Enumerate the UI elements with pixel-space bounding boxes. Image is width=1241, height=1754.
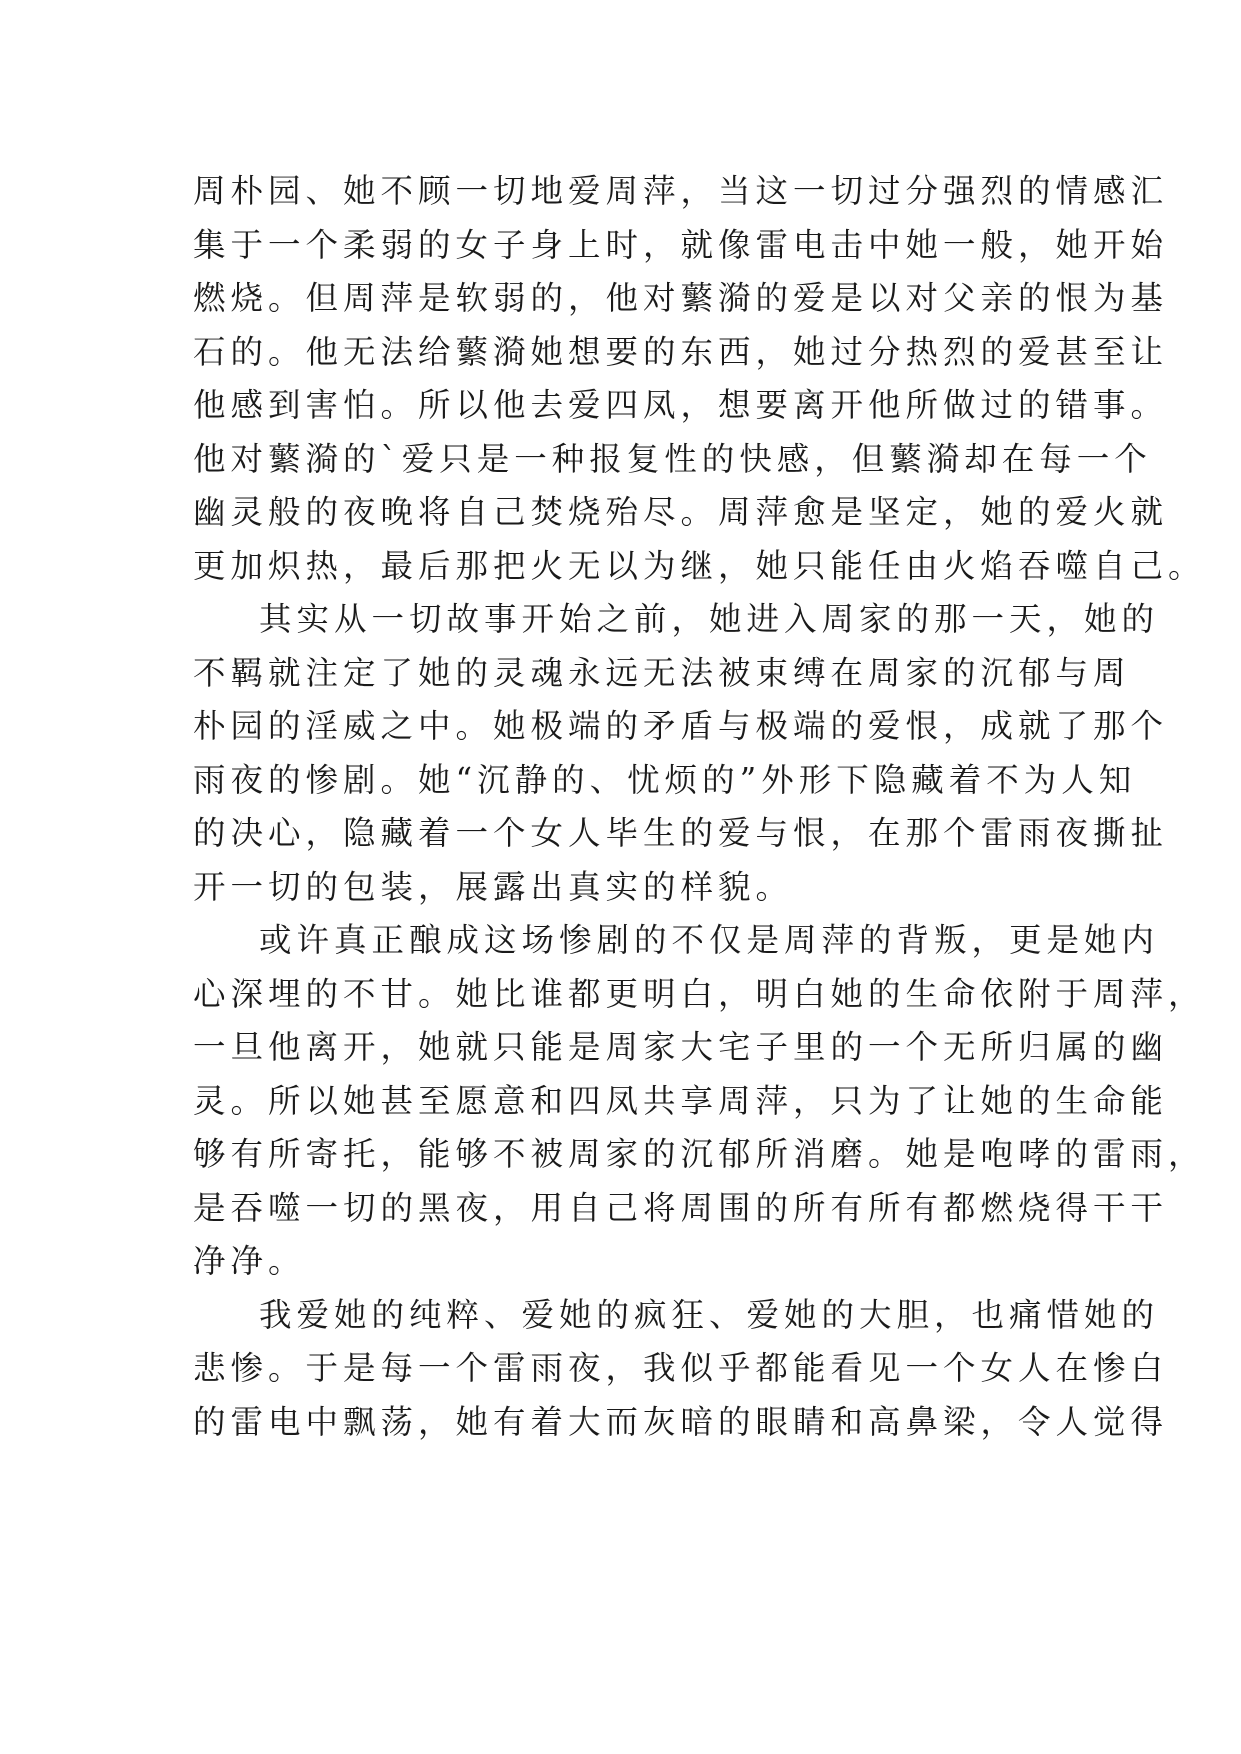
text-line: 开一切的包装，展露出真实的样貌。: [193, 867, 794, 906]
text-line: 净净。: [193, 1242, 306, 1280]
text-line: 的雷电中飘荡，她有着大而灰暗的眼睛和高鼻梁，令人觉得: [193, 1402, 1169, 1441]
text-line: 的决心，隐藏着一个女人毕生的爱与恨，在那个雷雨夜撕扯: [193, 814, 1169, 852]
text-line: 更加炽热，最后那把火无以为继，她只能任由火焰吞噬自己。: [193, 546, 1206, 585]
paragraph-start-line: 我爱她的纯粹、爱她的疯狂、爱她的大胆，也痛惜她的: [259, 1295, 1160, 1334]
text-line: 心深埋的不甘。她比谁都更明白，明白她的生命依附于周萍，: [193, 974, 1206, 1013]
text-line: 灵。所以她甚至愿意和四凤共享周萍，只为了让她的生命能: [193, 1081, 1169, 1120]
text-line: 集于一个柔弱的女子身上时，就像雷电击中她一般，她开始: [193, 225, 1169, 264]
text-line: 够有所寄托，能够不被周家的沉郁所消磨。她是咆哮的雷雨，: [193, 1135, 1206, 1173]
body-text: [193, 165, 1206, 1449]
text-line: 燃烧。但周萍是软弱的，他对蘩漪的爱是以对父亲的恨为基: [193, 279, 1169, 317]
text-line: 朴园的淫威之中。她极端的矛盾与极端的爱恨，成就了那个: [193, 707, 1169, 745]
paragraph-start-line: 其实从一切故事开始之前，她进入周家的那一天，她的: [259, 600, 1160, 638]
text-line: 石的。他无法给蘩漪她想要的东西，她过分热烈的爱甚至让: [193, 332, 1169, 371]
text-line: 周朴园、她不顾一切地爱周萍，当这一切过分强烈的情感汇: [193, 172, 1169, 210]
text-line: 是吞噬一切的黑夜，用自己将周围的所有所有都燃烧得干干: [193, 1188, 1169, 1227]
paragraph-start-line: 或许真正酿成这场惨剧的不仅是周萍的背叛，更是她内: [259, 921, 1160, 959]
text-line: 一旦他离开，她就只能是周家大宅子里的一个无所归属的幽: [193, 1028, 1169, 1066]
text-line: 不羁就注定了她的灵魂永远无法被束缚在周家的沉郁与周: [193, 653, 1131, 692]
text-line: 他对蘩漪的`爱只是一种报复性的快感，但蘩漪却在每一个: [193, 439, 1152, 478]
text-line: 幽灵般的夜晚将自己焚烧殆尽。周萍愈是坚定，她的爱火就: [193, 493, 1169, 531]
text-line: 悲惨。于是每一个雷雨夜，我似乎都能看见一个女人在惨白: [193, 1349, 1169, 1387]
text-line: 雨夜的惨剧。她“沉静的、忧烦的”外形下隐藏着不为人知: [193, 760, 1137, 799]
text-line: 他感到害怕。所以他去爱四凤，想要离开他所做过的错事。: [193, 386, 1169, 424]
